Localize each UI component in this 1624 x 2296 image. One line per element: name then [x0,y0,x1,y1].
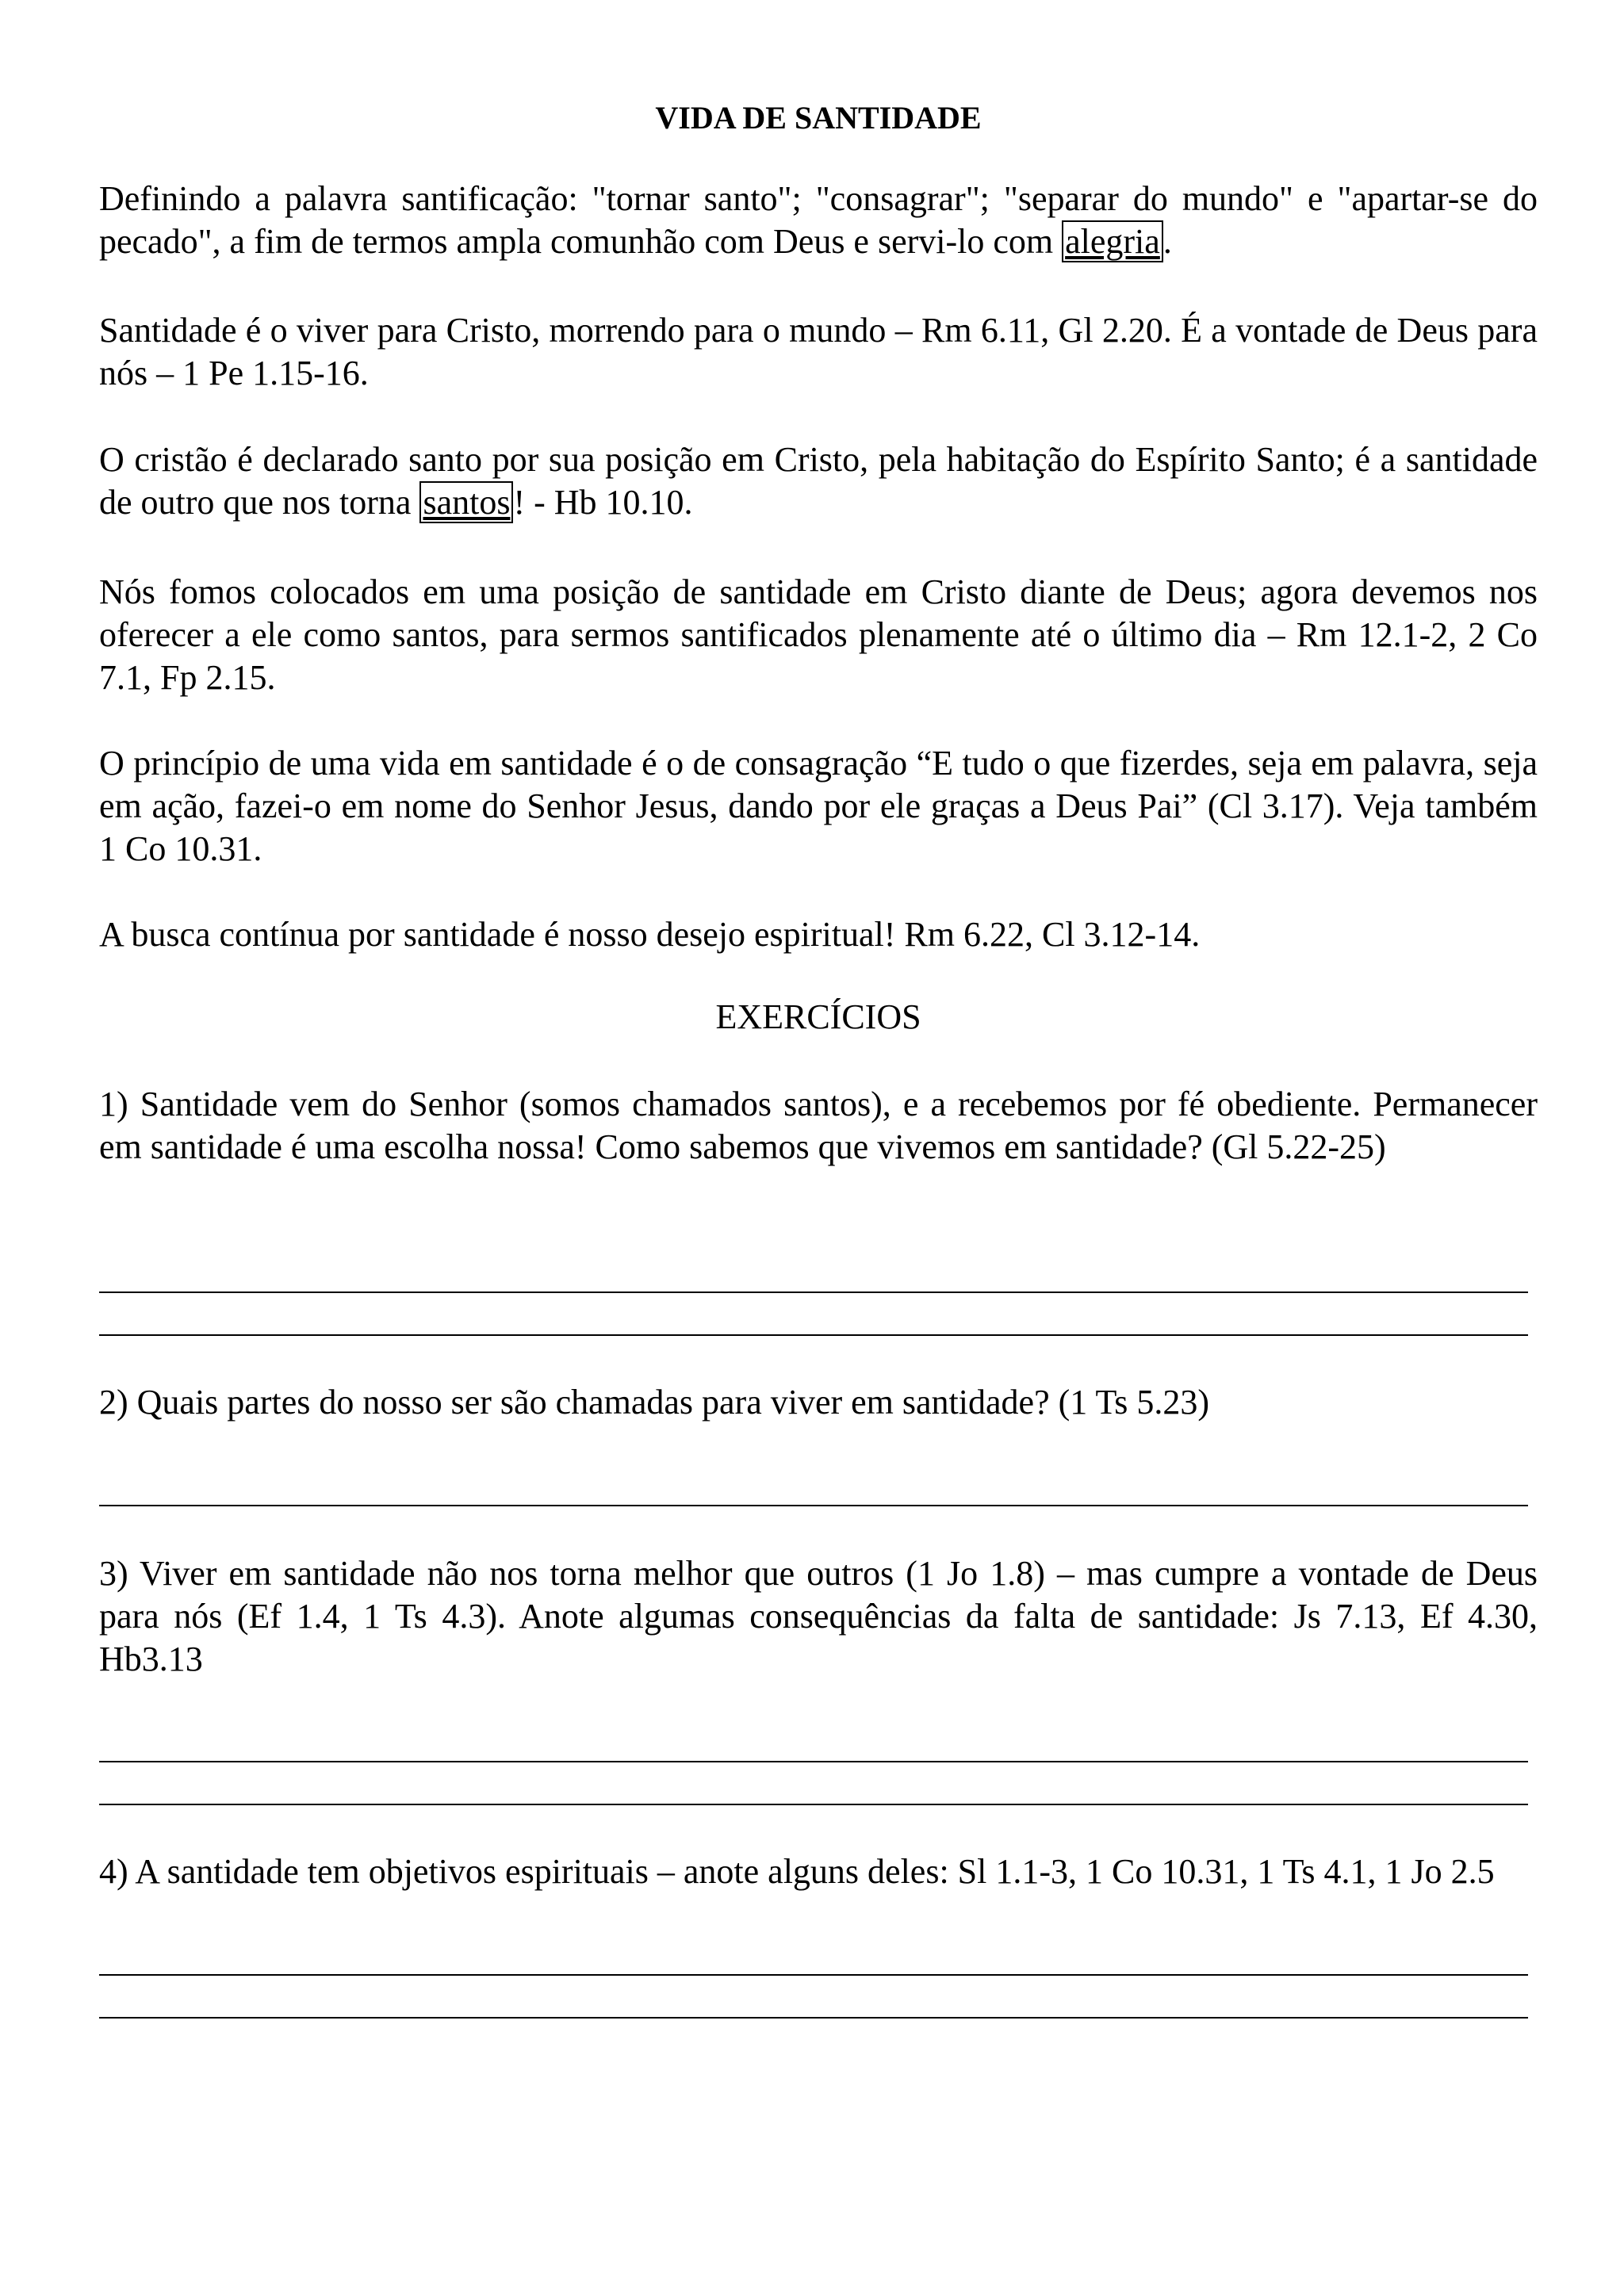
paragraph-busca: A busca contínua por santidade é nosso desejo espiritual! Rm 6.22, Cl 3.12-14. [99,915,1201,954]
paragraph-definition [99,178,1538,263]
page-title: VIDA DE SANTIDADE [655,100,982,136]
exercise-4: 4) A santidade tem objetivos espirituais – anote alguns deles: Sl 1.1-3, 1 Co 10.31, 1 Ts 4.1, 1 Jo 2.5 [99,1852,1495,1891]
answer-line [99,1334,1528,1336]
exercise-3: 3) Viver em santidade não nos torna melhor que outros (1 Jo 1.8) – mas cumpre a vontade de Deus para nós (Ef 1.4, 1 Ts 4.3). Anote algumas consequências da falta de santidade: Js 7.13, Ef 4.30, Hb3.13 [99,1554,1538,1678]
paragraph-text: O cristão é declarado santo por sua posição em Cristo, pela habitação do Espírito Santo; é a santidade de outro que nos torna [99,440,1538,522]
paragraph-principio: O princípio de uma vida em santidade é o de consagração “E tudo o que fizerdes, seja em palavra, seja em ação, fazei-o em nome do Senhor Jesus, dando por ele graças a Deus Pai” (Cl 3.17). Veja também 1 Co 10.31. [99,744,1538,868]
paragraph-posicao: Nós fomos colocados em uma posição de santidade em Cristo diante de Deus; agora devemos nos oferecer a ele como santos, para sermos santificados plenamente até o último dia – Rm 12.1-2, 2 Co 7.1, Fp 2.15. [99,572,1538,697]
paragraph-santidade: Santidade é o viver para Cristo, morrendo para o mundo – Rm 6.11, Gl 2.20. É a vontade de Deus para nós – 1 Pe 1.15-16. [99,311,1538,392]
answer-line [99,1761,1528,1762]
answer-line [99,1292,1528,1293]
answer-line [99,1505,1528,1506]
boxed-word-alegria: alegria [1062,220,1163,262]
paragraph-cristao [99,438,1538,524]
answer-line [99,1974,1528,1976]
answer-line [99,2017,1528,2019]
paragraph-text: Definindo a palavra santificação: "tornar santo"; "consagrar"; "separar do mundo" e "apartar-se do pecado", a fim de termos ampla comunhão com Deus e servi-lo com [99,179,1538,261]
answer-line [99,1804,1528,1805]
paragraph-text: ! - Hb 10.10. [513,483,693,522]
exercise-1: 1) Santidade vem do Senhor (somos chamados santos), e a recebemos por fé obediente. Permanecer em santidade é uma escolha nossa! Como sabemos que vivemos em santidade? (Gl 5.22-25) [99,1085,1538,1166]
boxed-word-santos: santos [419,481,513,523]
paragraph-text: . [1162,222,1172,261]
exercise-2: 2) Quais partes do nosso ser são chamadas para viver em santidade? (1 Ts 5.23) [99,1383,1210,1422]
exercises-title: EXERCÍCIOS [715,997,921,1036]
